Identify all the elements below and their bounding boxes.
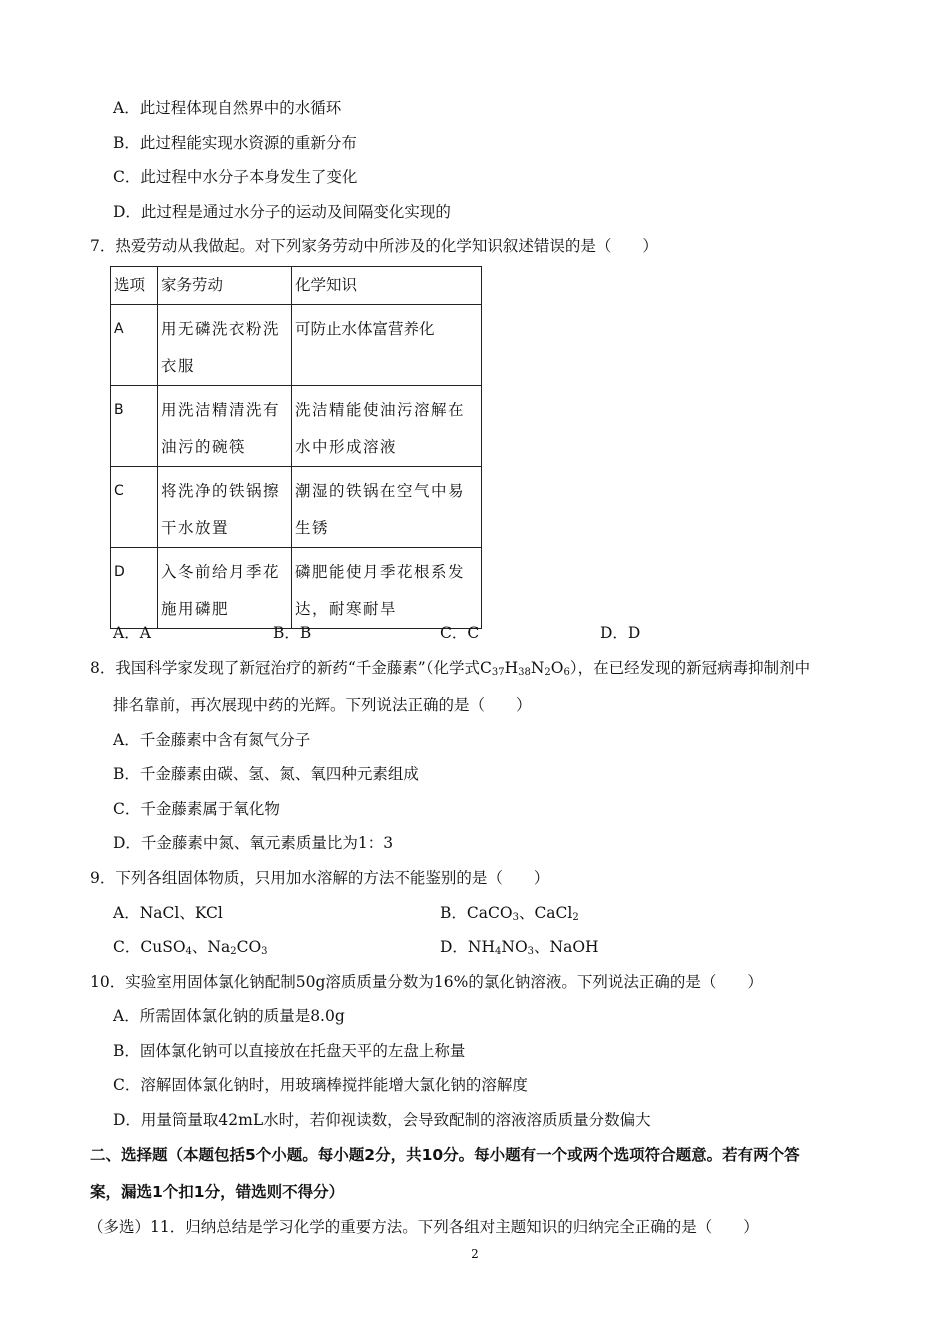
table-cell-labor: 将洗净的铁锅擦干水放置 bbox=[158, 467, 292, 548]
q10-option-b: B．固体氯化钠可以直接放在托盘天平的左盘上称量 bbox=[113, 1042, 466, 1060]
table-cell-labor: 用洗洁精清洗有油污的碗筷 bbox=[158, 386, 292, 467]
q8-option-c: C．千金藤素属于氧化物 bbox=[113, 800, 280, 818]
q9-option-b: B．CaCO$_3$、CaCl$_2$ bbox=[440, 904, 579, 923]
table-cell-label: A bbox=[111, 305, 158, 386]
page-number: 2 bbox=[471, 1247, 479, 1261]
q10-option-c: C．溶解固体氯化钠时，用玻璃棒搅拌能增大氯化钠的溶解度 bbox=[113, 1076, 528, 1094]
table-cell-labor: 用无磷洗衣粉洗衣服 bbox=[158, 305, 292, 386]
table-cell-knowledge: 洗洁精能使油污溶解在水中形成溶液 bbox=[292, 386, 482, 467]
table-row bbox=[111, 467, 482, 548]
q8-option-a: A．千金藤素中含有氮气分子 bbox=[113, 731, 311, 749]
q7-option-a: A．A bbox=[113, 624, 151, 642]
q7-table bbox=[110, 266, 482, 629]
q10-option-d: D．用量筒量取42mL水时，若仰视读数，会导致配制的溶液溶质质量分数偏大 bbox=[113, 1111, 651, 1129]
q7-option-c: C．C bbox=[440, 624, 480, 642]
q8-option-b: B．千金藤素由碳、氢、氮、氧四种元素组成 bbox=[113, 765, 419, 783]
q6-option-d: D．此过程是通过水分子的运动及间隔变化实现的 bbox=[113, 203, 451, 221]
q6-option-b: B．此过程能实现水资源的重新分布 bbox=[113, 134, 357, 152]
table-cell-knowledge: 潮湿的铁锅在空气中易生锈 bbox=[292, 467, 482, 548]
section-heading-line2: 案，漏选1个扣1分，错选则不得分） bbox=[90, 1183, 345, 1201]
table-row bbox=[111, 305, 482, 386]
table-cell-knowledge: 可防止水体富营养化 bbox=[292, 305, 482, 386]
table-header-knowledge: 化学知识 bbox=[292, 267, 482, 305]
table-row bbox=[111, 386, 482, 467]
q10-stem: 10．实验室用固体氯化钠配制50g溶质质量分数为16%的氯化钠溶液。下列说法正确的是（ ） bbox=[90, 973, 763, 991]
table-cell-label: B bbox=[111, 386, 158, 467]
q8-option-d: D．千金藤素中氮、氧元素质量比为1：3 bbox=[113, 834, 394, 852]
table-cell-labor: 入冬前给月季花施用磷肥 bbox=[158, 548, 292, 629]
q8-stem-line2: 排名靠前，再次展现中药的光辉。下列说法正确的是（ ） bbox=[113, 696, 532, 714]
table-header-row bbox=[111, 267, 482, 305]
q9-option-c: C．CuSO$_4$、$Na_2CO_3$ bbox=[113, 938, 268, 957]
table-cell-label: D bbox=[111, 548, 158, 629]
section-heading: 二、选择题（本题包括5个小题。每小题2分，共10分。每小题有一个或两个选项符合题意。若有两个答 bbox=[90, 1146, 800, 1164]
table-cell-knowledge: 磷肥能使月季花根系发达，耐寒耐旱 bbox=[292, 548, 482, 629]
q8-stem: 8．我国科学家发现了新冠治疗的新药“千金藤素”（化学式$C_{37}H_{38}N_2O_6$），在已经发现的新冠病毒抑制剂中 bbox=[90, 659, 811, 678]
table-row bbox=[111, 548, 482, 629]
q6-option-a: A．此过程体现自然界中的水循环 bbox=[113, 99, 342, 117]
q10-option-a: A．所需固体氯化钠的质量是8.0g bbox=[113, 1007, 345, 1025]
table-cell-label: C bbox=[111, 467, 158, 548]
table-header-option: 选项 bbox=[111, 267, 158, 305]
q11-stem: （多选）11．归纳总结是学习化学的重要方法。下列各组对主题知识的归纳完全正确的是（ ） bbox=[88, 1218, 759, 1236]
chemical-formula: $C_{37}H_{38}N_2O_6$ bbox=[479, 659, 570, 678]
q6-option-c: C．此过程中水分子本身发生了变化 bbox=[113, 168, 358, 186]
q7-option-d: D．D bbox=[600, 624, 641, 642]
q9-stem: 9．下列各组固体物质，只用加水溶解的方法不能鉴别的是（ ） bbox=[90, 869, 550, 887]
q9-option-d: D．$NH_4NO_3$、NaOH bbox=[440, 938, 599, 957]
q7-stem: 7．热爱劳动从我做起。对下列家务劳动中所涉及的化学知识叙述错误的是（ ） bbox=[90, 237, 658, 255]
table-header-labor: 家务劳动 bbox=[158, 267, 292, 305]
q9-option-a: A．NaCl、KCl bbox=[113, 904, 223, 922]
q7-option-b: B．B bbox=[273, 624, 312, 642]
